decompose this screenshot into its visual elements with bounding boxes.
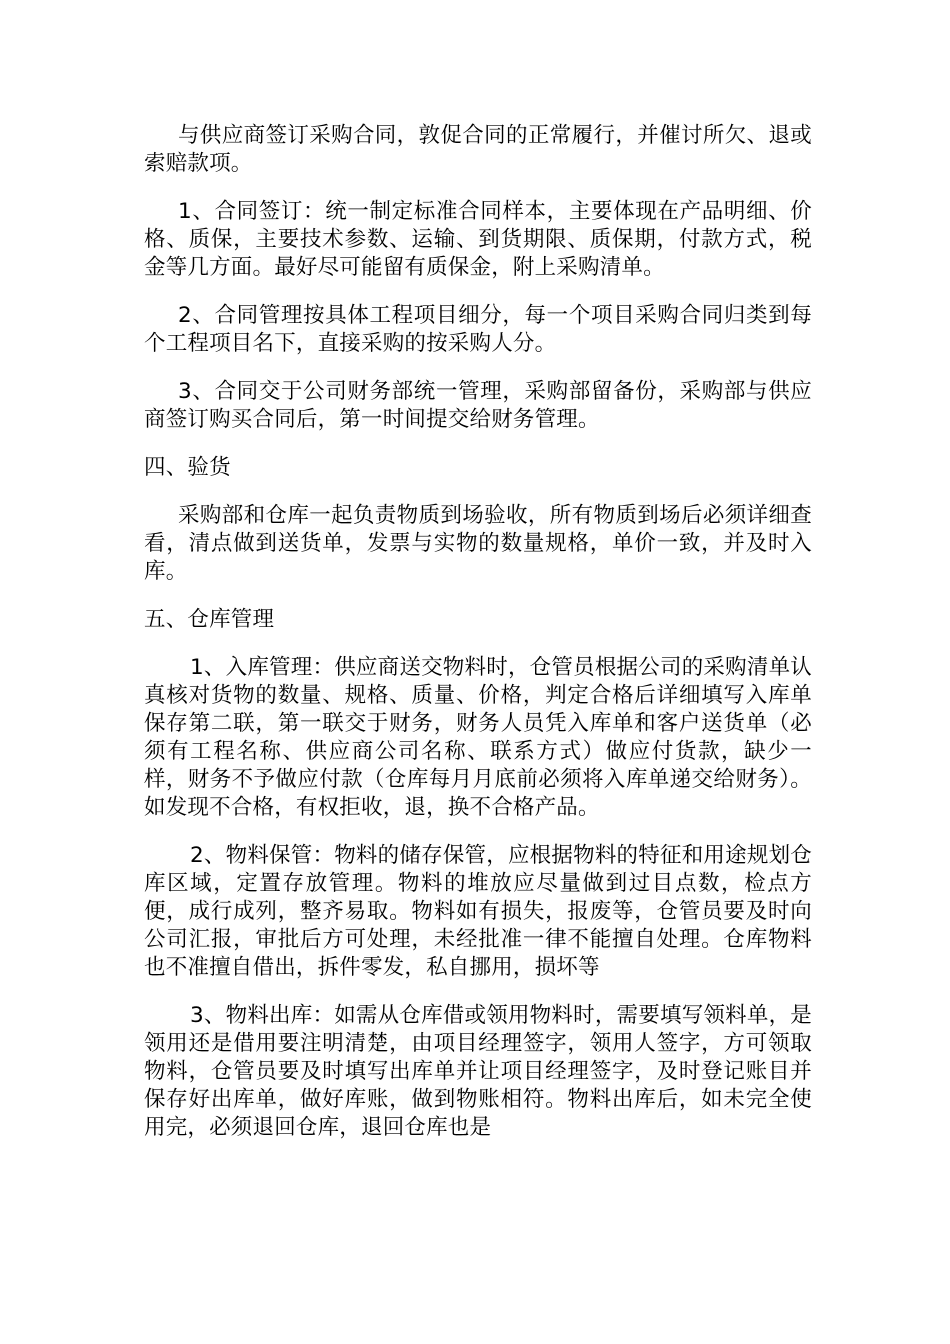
paragraph-storage: 2、物料保管：物料的储存保管，应根据物料的特征和用途规划仓库区域，定置存放管理。物料的堆放应尽量做到过目点数，检点方便，成行成列，整齐易取。物料如有损失，报废等，仓管员要及时向公司汇报，审批后方可处理，未经批准一律不能擅自处理。仓库物料也不准擅自借出，拆件零发，私自挪用，损坏等 — [144, 843, 812, 980]
paragraph-inbound: 1、入库管理：供应商送交物料时，仓管员根据公司的采购清单认真核对货物的数量、规格、质量、价格，判定合格后详细填写入库单保存第二联，第一联交于财务，财务人员凭入库单和客户送货单（必须有工程名称、供应商公司名称、联系方式）做应付货款，缺少一样，财务不予做应付款（仓库每月月底前必须将入库单递交给财务）。如发现不合格，有权拒收，退，换不合格产品。 — [144, 655, 812, 820]
paragraph-contract-intro: 与供应商签订采购合同，敦促合同的正常履行，并催讨所欠、退或索赔款项。 — [144, 123, 812, 176]
paragraph-outbound: 3、物料出库：如需从仓库借或领用物料时，需要填写领料单，是领用还是借用要注明清楚，由项目经理签字，领用人签字，方可领取物料，仓管员要及时填写出库单并让项目经理签字，及时登记账目并保存好出库单，做好库账，做到物账相符。物料出库后，如未完全使用完，必须退回仓库，退回仓库也是 — [144, 1003, 812, 1140]
document-page — [144, 122, 812, 1162]
paragraph-contract-signing: 1、合同签订：统一制定标准合同样本，主要体现在产品明细、价格、质保，主要技术参数、运输、到货期限、质保期，付款方式，税金等几方面。最好尽可能留有质保金，附上采购清单。 — [144, 199, 812, 280]
paragraph-contract-finance: 3、合同交于公司财务部统一管理，采购部留备份，采购部与供应商签订购买合同后，第一时间提交给财务管理。 — [144, 379, 812, 432]
section-heading-warehouse: 五、仓库管理 — [144, 607, 275, 632]
paragraph-contract-management: 2、合同管理按具体工程项目细分，每一个项目采购合同归类到每个工程项目名下，直接采购的按采购人分。 — [144, 303, 812, 356]
paragraph-inspection: 采购部和仓库一起负责物质到场验收，所有物质到场后必须详细查看，清点做到送货单，发票与实物的数量规格，单价一致，并及时入库。 — [144, 503, 812, 584]
section-heading-inspection: 四、验货 — [144, 455, 231, 480]
